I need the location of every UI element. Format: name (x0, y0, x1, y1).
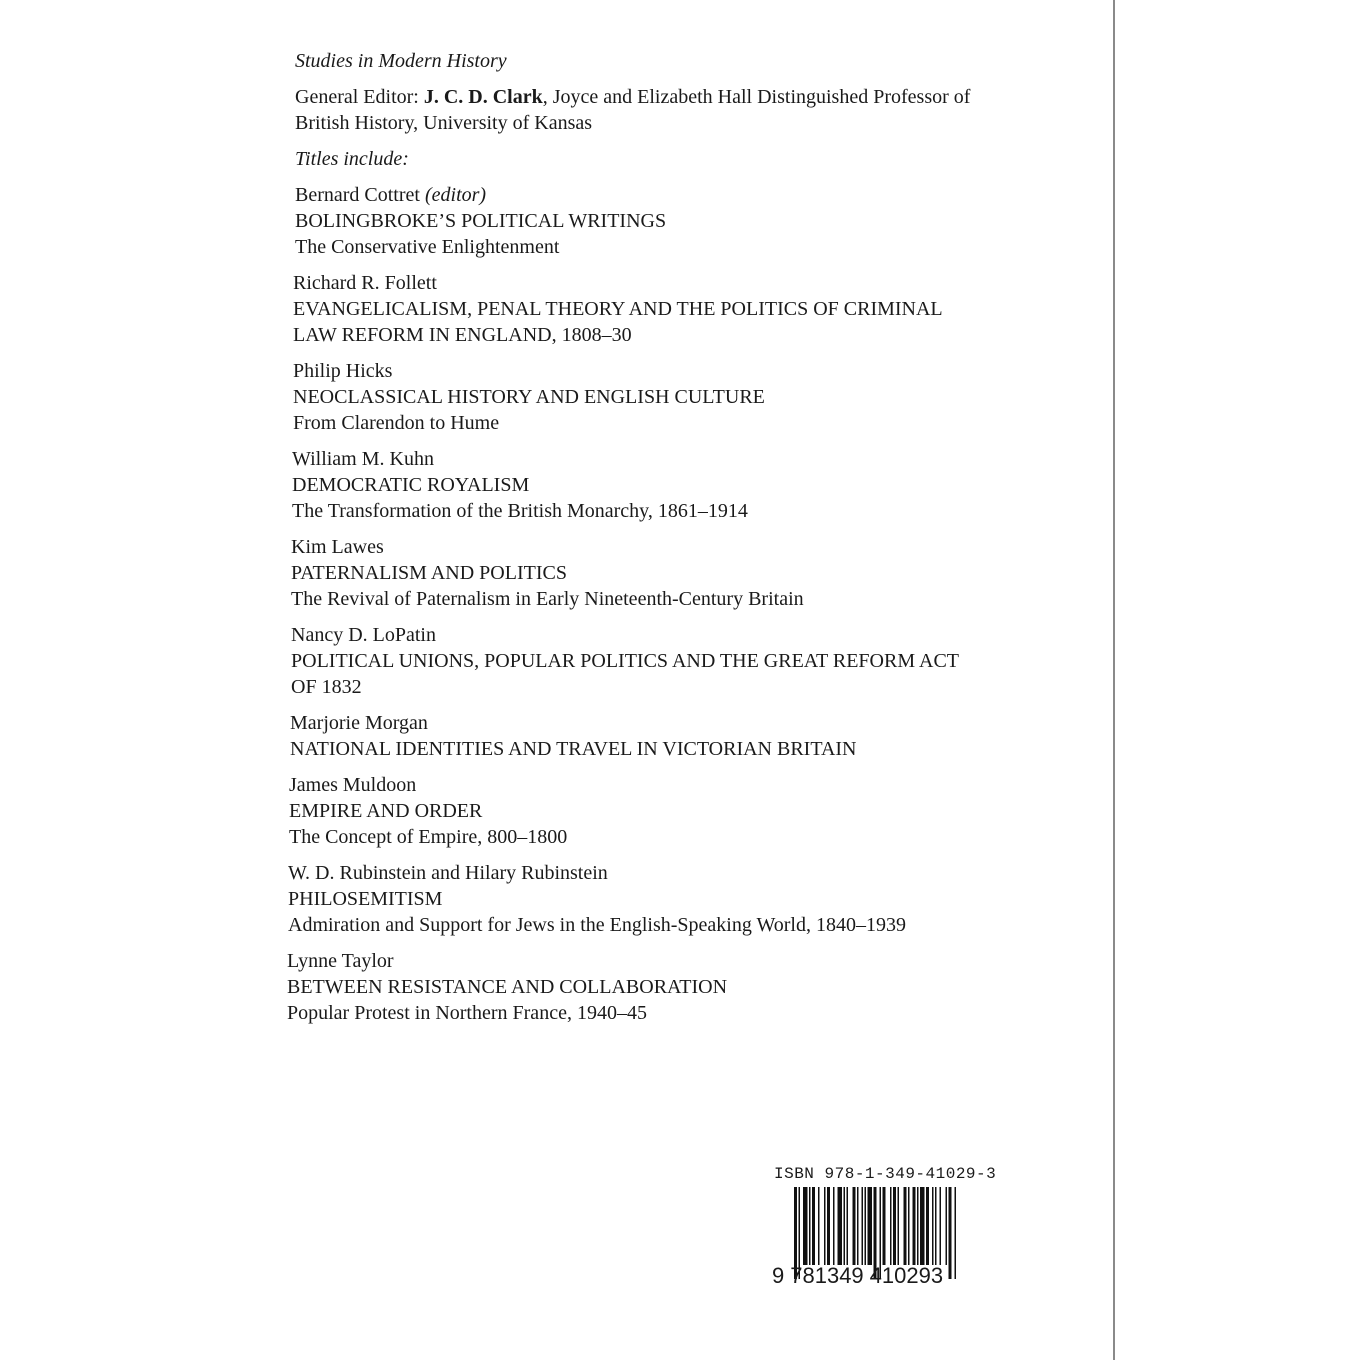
entry-title: BOLINGBROKE’S POLITICAL WRITINGS (295, 210, 667, 232)
entry-title2: LAW REFORM IN ENGLAND, 1808–30 (293, 324, 632, 346)
entry-author (295, 182, 1029, 208)
general-editor-line (295, 84, 1029, 136)
barcode-bar (898, 1187, 900, 1265)
barcode-bar (853, 1187, 856, 1265)
barcode-bar (857, 1187, 859, 1265)
barcode-bar (920, 1187, 925, 1265)
entry-author-name: Lynne Taylor (287, 950, 394, 972)
title-entry (293, 358, 1029, 436)
entry-title: BETWEEN RESISTANCE AND COLLABORATION (287, 976, 728, 998)
editor-affiliation-line2: British History, University of Kansas (295, 112, 593, 134)
barcode-bar (904, 1187, 907, 1265)
title-entry (292, 446, 1029, 524)
entry-author (288, 860, 1029, 886)
entry-title: PATERNALISM AND POLITICS (291, 562, 567, 584)
titles-include-heading: Titles include: (295, 148, 409, 170)
barcode-bar (824, 1187, 826, 1265)
barcode-bar (883, 1187, 886, 1265)
entry-title: POLITICAL UNIONS, POPULAR POLITICS AND THE GREAT REFORM ACT (291, 650, 960, 672)
entry-title: EVANGELICALISM, PENAL THEORY AND THE POLITICS OF CRIMINAL (293, 298, 943, 320)
isbn-number: ISBN 978-1-349-41029-3 (774, 1165, 997, 1183)
series-list (289, 48, 1029, 1036)
barcode-digit-first: 9 (772, 1263, 785, 1288)
barcode-bar (827, 1187, 830, 1265)
entry-subtitle: The Concept of Empire, 800–1800 (289, 826, 568, 848)
entry-author (292, 446, 1029, 472)
barcode-digits-right: 410293 (869, 1263, 944, 1288)
entry-title: PHILOSEMITISM (288, 888, 443, 910)
title-entry (290, 710, 1029, 762)
barcode-bar (893, 1187, 896, 1265)
entry-title: DEMOCRATIC ROYALISM (292, 474, 530, 496)
barcode-bar (803, 1187, 808, 1265)
entry-title2: OF 1832 (291, 676, 362, 698)
entry-author-name: W. D. Rubinstein and Hilary Rubinstein (288, 862, 608, 884)
barcode-digits-left: 781349 (790, 1263, 864, 1288)
barcode-bar (926, 1187, 929, 1265)
entry-subtitle: From Clarendon to Hume (293, 412, 500, 434)
barcode-digits (772, 1263, 943, 1289)
entry-subtitle: The Conservative Enlightenment (295, 236, 560, 258)
barcode-bar (890, 1187, 892, 1265)
entry-author (287, 948, 1029, 974)
entry-subtitle: The Transformation of the British Monarchy, 1861–1914 (292, 500, 748, 522)
title-entry (291, 622, 1029, 700)
barcode-bar (935, 1187, 937, 1265)
editor-prefix: General Editor: (295, 86, 424, 108)
entry-author-name: Richard R. Follett (293, 272, 437, 294)
title-entry (287, 948, 1029, 1026)
barcode-bar (809, 1187, 811, 1265)
entry-author (293, 270, 1029, 296)
barcode-bar (844, 1187, 846, 1265)
entry-author (290, 710, 1029, 736)
title-entry (291, 534, 1029, 612)
entry-author-name: Bernard Cottret (295, 184, 420, 206)
title-entry (293, 270, 1029, 348)
barcode-bar (847, 1187, 849, 1265)
entry-author-name: Kim Lawes (291, 536, 384, 558)
barcode-bar (932, 1187, 934, 1265)
barcode-bar (917, 1187, 919, 1265)
entry-author (289, 772, 1029, 798)
barcode-bar (865, 1187, 867, 1265)
barcode-bar (862, 1187, 864, 1265)
entry-author-name: James Muldoon (289, 774, 417, 796)
barcode-bar (868, 1187, 873, 1265)
entry-author-name: Nancy D. LoPatin (291, 624, 436, 646)
editor-name: J. C. D. Clark (423, 86, 543, 108)
isbn-barcode (770, 1163, 1010, 1303)
title-entries (289, 182, 1029, 1026)
barcode-bar (812, 1187, 815, 1265)
barcode-bar (908, 1187, 910, 1265)
entry-title: EMPIRE AND ORDER (289, 800, 483, 822)
entry-author-name: Philip Hicks (293, 360, 393, 382)
entry-subtitle: Popular Protest in Northern France, 1940–45 (287, 1002, 647, 1024)
entry-subtitle: Admiration and Support for Jews in the English-Speaking World, 1840–1939 (288, 914, 906, 936)
title-entry (295, 182, 1029, 260)
title-entry (288, 860, 1029, 938)
entry-title: NATIONAL IDENTITIES AND TRAVEL IN VICTORIAN BRITAIN (290, 738, 857, 760)
barcode-bar (949, 1187, 952, 1279)
barcode-bar (913, 1187, 916, 1265)
editor-affiliation: , Joyce and Elizabeth Hall Distinguished Professor of (542, 86, 971, 108)
barcode-bar (946, 1187, 948, 1265)
entry-author (291, 622, 1029, 648)
title-entry (289, 772, 1029, 850)
entry-author (293, 358, 1029, 384)
barcode-bar (940, 1187, 942, 1265)
entry-author-note: (editor) (424, 184, 487, 206)
barcode-bar (838, 1187, 843, 1265)
entry-subtitle: The Revival of Paternalism in Early Nineteenth-Century Britain (291, 588, 804, 610)
entry-author-name: William M. Kuhn (292, 448, 434, 470)
series-title: Studies in Modern History (295, 50, 507, 72)
barcode-bar (818, 1187, 820, 1265)
entry-author-name: Marjorie Morgan (290, 712, 428, 734)
entry-title: NEOCLASSICAL HISTORY AND ENGLISH CULTURE (293, 386, 765, 408)
barcode-bar (955, 1187, 957, 1279)
entry-author (291, 534, 1029, 560)
barcode-bar (833, 1187, 835, 1265)
right-margin (1115, 0, 1360, 1360)
